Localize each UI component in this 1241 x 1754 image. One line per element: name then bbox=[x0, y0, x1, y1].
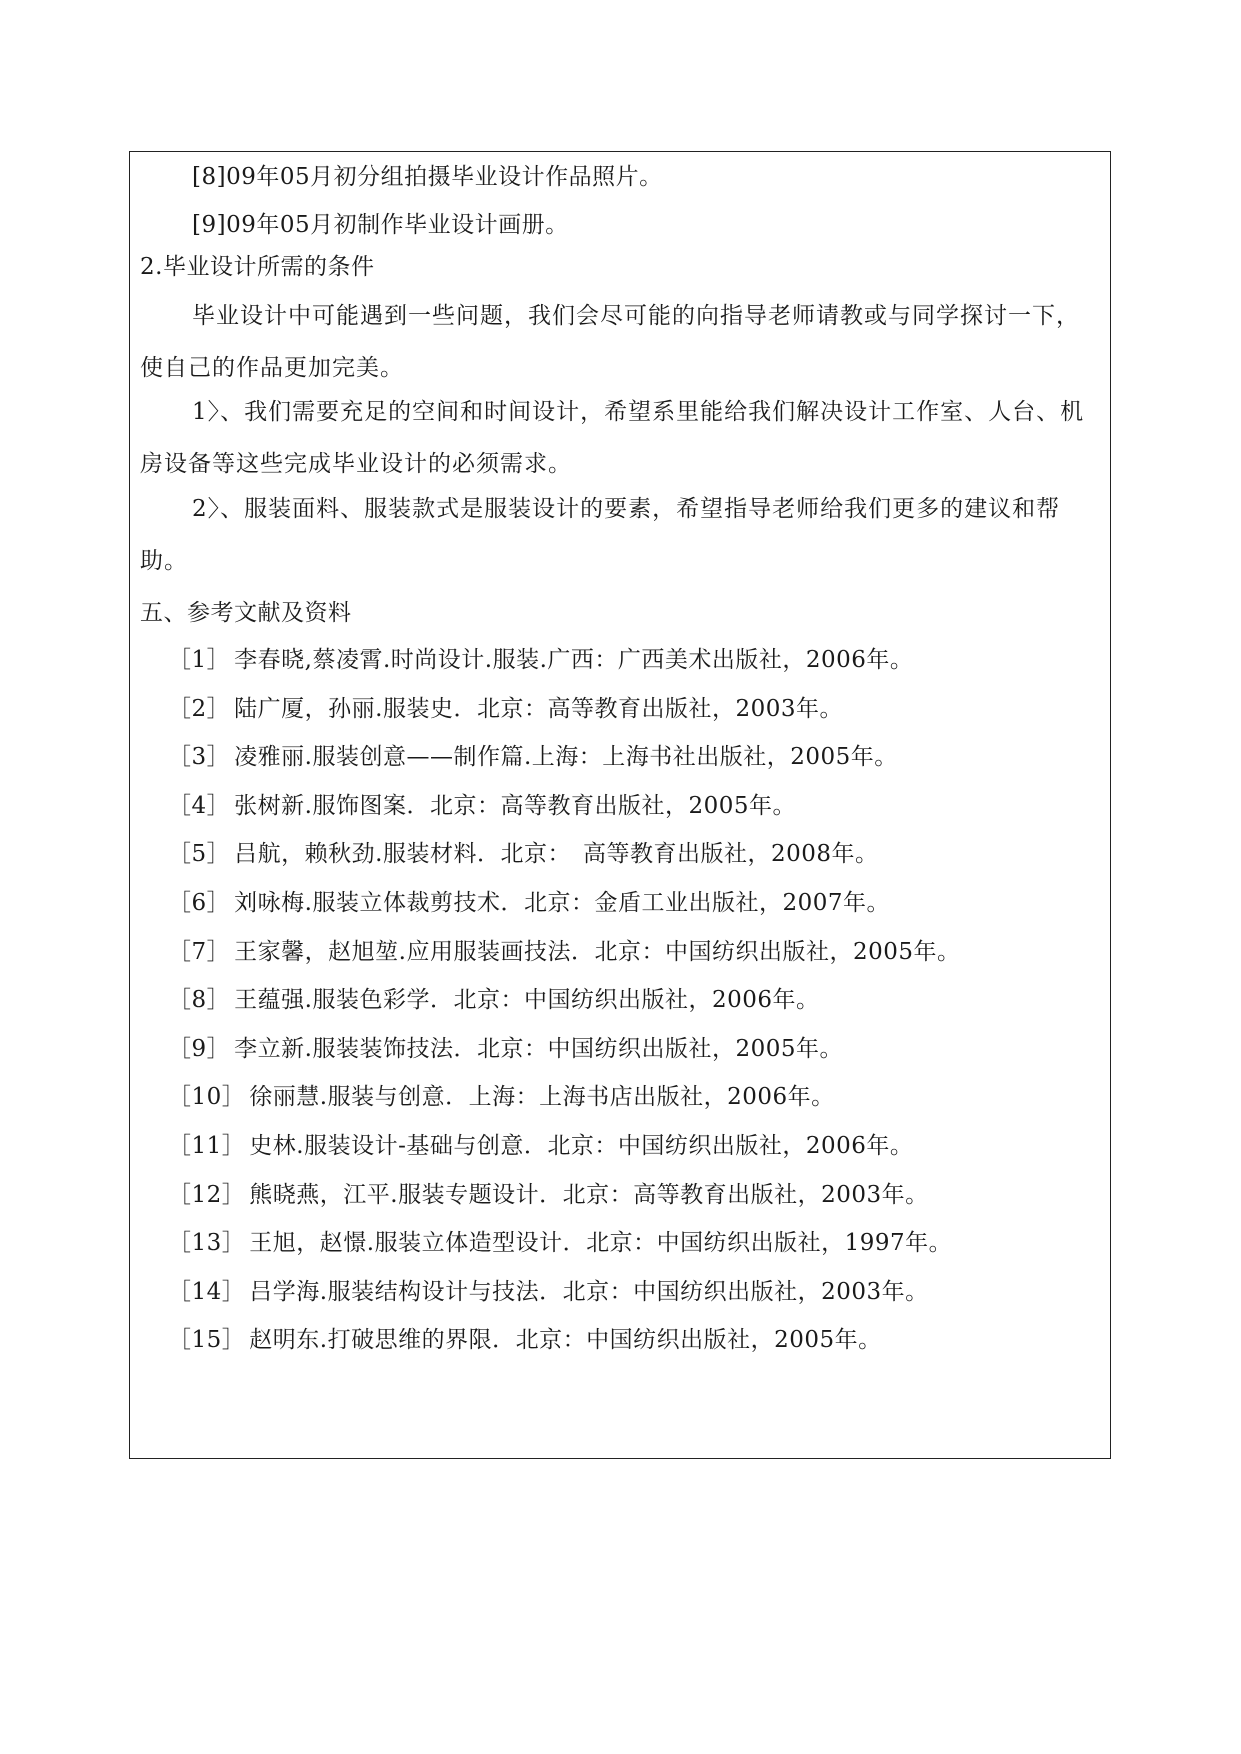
reference-item bbox=[168, 1034, 843, 1064]
reference-number: ［6］ bbox=[168, 890, 231, 916]
paragraph-conditions-1: 毕业设计中可能遇到一些问题，我们会尽可能的向指导老师请教或与同学探讨一下，使自己的作品更加完美。 bbox=[140, 303, 1080, 381]
reference-item bbox=[168, 1180, 929, 1210]
reference-item bbox=[168, 937, 961, 967]
schedule-item-8: [8]09年05月初分组拍摄毕业设计作品照片。 bbox=[192, 164, 663, 190]
reference-text: 李立新.服装装饰技法．北京：中国纺织出版社，2005年。 bbox=[234, 1035, 843, 1062]
reference-number: ［8］ bbox=[168, 987, 231, 1014]
reference-item bbox=[168, 1228, 952, 1258]
reference-text: 吕学海.服装结构设计与技法．北京：中国纺织出版社，2003年。 bbox=[249, 1278, 929, 1305]
reference-item bbox=[168, 1131, 913, 1161]
section-heading-conditions: 2.毕业设计所需的条件 bbox=[140, 254, 375, 280]
reference-item bbox=[168, 1325, 882, 1355]
reference-number: ［7］ bbox=[168, 938, 231, 965]
reference-text: 徐丽慧.服装与创意．上海：上海书店出版社，2006年。 bbox=[249, 1084, 835, 1111]
reference-number: ［4］ bbox=[168, 792, 231, 819]
reference-item bbox=[168, 839, 879, 869]
reference-item bbox=[168, 1082, 835, 1112]
reference-item bbox=[168, 645, 913, 675]
reference-number: ［10］ bbox=[168, 1084, 246, 1111]
reference-number: ［5］ bbox=[168, 841, 231, 868]
reference-item bbox=[168, 742, 898, 772]
reference-number: ［12］ bbox=[168, 1181, 246, 1208]
reference-text: 刘咏梅.服装立体裁剪技术．北京：金盾工业出版社，2007年。 bbox=[234, 890, 890, 916]
reference-item bbox=[168, 1277, 929, 1307]
reference-text: 陆广厦，孙丽.服装史．北京：高等教育出版社，2003年。 bbox=[234, 695, 843, 722]
reference-number: ［11］ bbox=[168, 1133, 246, 1159]
reference-text: 赵明东.打破思维的界限．北京：中国纺织出版社，2005年。 bbox=[249, 1327, 882, 1354]
paragraph-conditions-3: 2〉、服装面料、服装款式是服装设计的要素，希望指导老师给我们更多的建议和帮助。 bbox=[140, 496, 1061, 574]
reference-text: 王蕴强.服装色彩学．北京：中国纺织出版社，2006年。 bbox=[234, 987, 820, 1014]
reference-text: 史林.服装设计-基础与创意．北京：中国纺织出版社，2006年。 bbox=[249, 1133, 914, 1159]
reference-item bbox=[168, 694, 843, 724]
reference-number: ［1］ bbox=[168, 647, 231, 673]
reference-number: ［9］ bbox=[168, 1035, 231, 1062]
reference-text: 李春晓,蔡凌霄.时尚设计.服装.广西：广西美术出版社，2006年。 bbox=[234, 647, 914, 673]
paragraph-conditions-2: 1〉、我们需要充足的空间和时间设计，希望系里能给我们解决设计工作室、人台、机房设备等这些完成毕业设计的必须需求。 bbox=[140, 399, 1085, 477]
reference-text: 张树新.服饰图案．北京：高等教育出版社，2005年。 bbox=[234, 792, 796, 819]
reference-text: 熊晓燕，江平.服装专题设计．北京：高等教育出版社，2003年。 bbox=[249, 1181, 929, 1208]
reference-item bbox=[168, 985, 820, 1015]
reference-number: ［2］ bbox=[168, 695, 231, 722]
reference-number: ［3］ bbox=[168, 744, 231, 771]
reference-text: 王家馨，赵旭堃.应用服装画技法．北京：中国纺织出版社，2005年。 bbox=[234, 938, 961, 965]
reference-number: ［14］ bbox=[168, 1278, 246, 1305]
schedule-item-9: [9]09年05月初制作毕业设计画册。 bbox=[192, 212, 569, 238]
section-heading-references: 五、参考文献及资料 bbox=[140, 600, 352, 626]
reference-text: 凌雅丽.服装创意——制作篇.上海：上海书社出版社，2005年。 bbox=[234, 744, 898, 771]
reference-number: ［13］ bbox=[168, 1230, 246, 1257]
reference-text: 王旭，赵憬.服装立体造型设计．北京：中国纺织出版社，1997年。 bbox=[249, 1230, 953, 1257]
reference-text: 吕航，赖秋劲.服装材料．北京： 高等教育出版社，2008年。 bbox=[234, 841, 879, 868]
reference-number: ［15］ bbox=[168, 1327, 246, 1354]
reference-item bbox=[168, 888, 890, 918]
reference-item bbox=[168, 791, 796, 821]
